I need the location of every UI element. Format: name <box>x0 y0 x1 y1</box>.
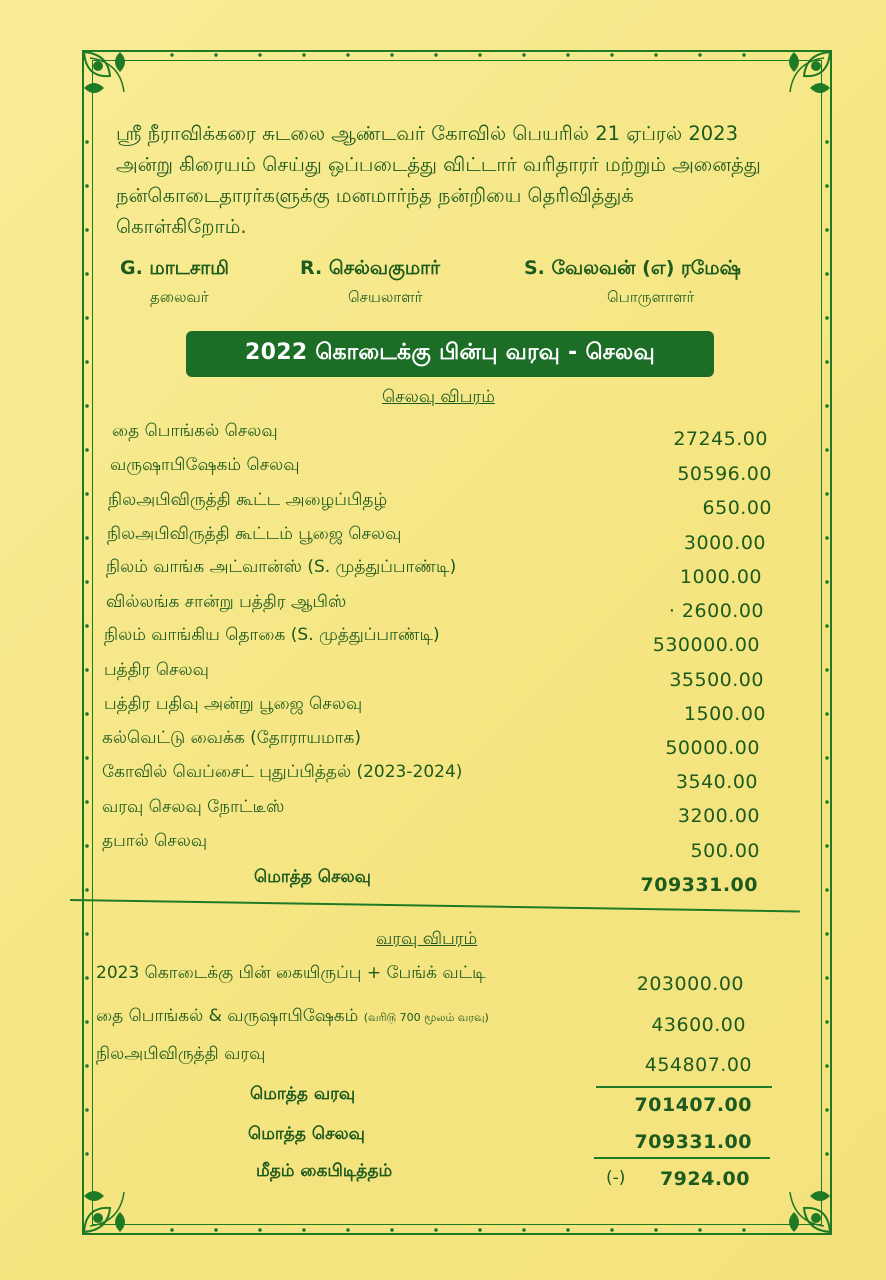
expense-row-label: கோவில் வெப்சைட் புதுப்பித்தல் (2023-2024) <box>102 762 463 782</box>
expense-total-amount: 709331.00 <box>640 874 758 896</box>
expense-row-amount: 3000.00 <box>683 532 766 554</box>
secretary-name: R. செல்வகுமார் <box>300 257 440 279</box>
corner-ornament-icon <box>778 48 834 104</box>
expense-row-amount: 500.00 <box>690 840 760 862</box>
income-row-label-note: (வரி௫ 700 மூலம் வரவு) <box>363 1011 489 1024</box>
balance-label: மீதம் கைபிடித்தம் <box>256 1161 393 1181</box>
total-expense-label: மொத்த செலவு <box>248 1124 365 1144</box>
treasurer-role: பொருளாளர் <box>607 288 695 306</box>
expense-row-label: வருஷாபிஷேகம் செலவு <box>110 455 300 475</box>
income-row-label <box>96 1006 489 1028</box>
expense-row-amount: 1500.00 <box>683 703 766 725</box>
income-row-label-main: தை பொங்கல் & வருஷாபிஷேகம் <box>96 1006 359 1026</box>
balance-amount: 7924.00 <box>659 1168 750 1190</box>
income-heading: வரவு விபரம் <box>376 929 478 949</box>
expense-row-amount: 50000.00 <box>665 737 760 759</box>
corner-ornament-icon <box>778 1180 834 1236</box>
balance-sign: (-) <box>606 1168 626 1188</box>
treasurer-name: S. வேலவன் (எ) ரமேஷ் <box>524 257 741 279</box>
left-border-ornament <box>82 120 92 1170</box>
sum-line <box>596 1086 772 1088</box>
expense-row-label: நிலஅபிவிருத்தி கூட்டம் பூஜை செலவு <box>107 524 402 544</box>
expense-total-label: மொத்த செலவு <box>254 867 371 887</box>
income-row-amount: 203000.00 <box>636 973 744 995</box>
expense-row-amount: 35500.00 <box>669 669 764 691</box>
expense-row-label: வில்லங்க சான்று பத்திர ஆபிஸ் <box>106 592 347 612</box>
expense-row-label: பத்திர செலவு <box>104 660 209 680</box>
expense-row-label: நிலம் வாங்க அட்வான்ஸ் (S. முத்துப்பாண்டி) <box>106 557 457 577</box>
president-name: G. மாடசாமி <box>120 257 229 279</box>
secretary-role: செயலாளர் <box>348 288 423 306</box>
expense-row-label: வரவு செலவு நோட்டீஸ் <box>102 797 285 817</box>
income-row-label: 2023 கொடைக்கு பின் கையிருப்பு + பேங்க் வட்டி <box>96 963 486 983</box>
top-border-ornament <box>150 50 760 60</box>
expense-row-label: தபால் செலவு <box>102 831 208 851</box>
intro-line: கொள்கிறோம். <box>116 215 247 238</box>
intro-line: ஸ்ரீ நீராவிக்கரை சுடலை ஆண்டவர் கோவில் பெயரில் 21 ஏப்ரல் 2023 <box>116 122 738 145</box>
balance-line <box>594 1157 770 1159</box>
expense-row-label: பத்திர பதிவு அன்று பூஜை செலவு <box>104 694 363 714</box>
expense-row-amount: 1000.00 <box>679 566 762 588</box>
expense-row-label: தை பொங்கல் செலவு <box>112 421 278 441</box>
expense-row-label: கல்வெட்டு வைக்க (தோராயமாக) <box>102 728 362 748</box>
expense-row-amount: · 2600.00 <box>668 600 764 622</box>
right-border-ornament <box>822 120 832 1170</box>
total-income-amount: 701407.00 <box>634 1094 752 1116</box>
expense-row-amount: 3540.00 <box>675 771 758 793</box>
president-role: தலைவர் <box>150 288 209 306</box>
expense-row-amount: 27245.00 <box>673 428 768 450</box>
expense-row-label: நிலம் வாங்கிய தொகை (S. முத்துப்பாண்டி) <box>104 625 440 645</box>
expense-row-label: நிலஅபிவிருத்தி கூட்ட அழைப்பிதழ் <box>108 490 388 510</box>
expense-row-amount: 650.00 <box>702 497 772 519</box>
intro-line: நன்கொடைதாரர்களுக்கு மனமார்ந்த நன்றியை தெரிவித்துக் <box>116 184 634 207</box>
expense-row-amount: 530000.00 <box>652 634 760 656</box>
total-income-label: மொத்த வரவு <box>250 1084 356 1104</box>
income-row-amount: 454807.00 <box>644 1054 752 1076</box>
corner-ornament-icon <box>80 48 136 104</box>
bottom-border-ornament <box>150 1225 760 1235</box>
income-row-label: நிலஅபிவிருத்தி வரவு <box>96 1044 266 1064</box>
total-expense-amount: 709331.00 <box>634 1131 752 1153</box>
expense-row-amount: 50596.00 <box>677 463 772 485</box>
expense-heading: செலவு விபரம் <box>382 387 495 407</box>
statement-title-banner: 2022 கொடைக்கு பின்பு வரவு - செலவு <box>186 331 714 377</box>
expense-row-amount: 3200.00 <box>677 805 760 827</box>
corner-ornament-icon <box>80 1180 136 1236</box>
intro-line: அன்று கிரையம் செய்து ஒப்படைத்து விட்டார் வரிதாரர் மற்றும் அனைத்து <box>116 153 761 176</box>
income-row-amount: 43600.00 <box>651 1014 746 1036</box>
thanks-paragraph <box>116 118 806 242</box>
